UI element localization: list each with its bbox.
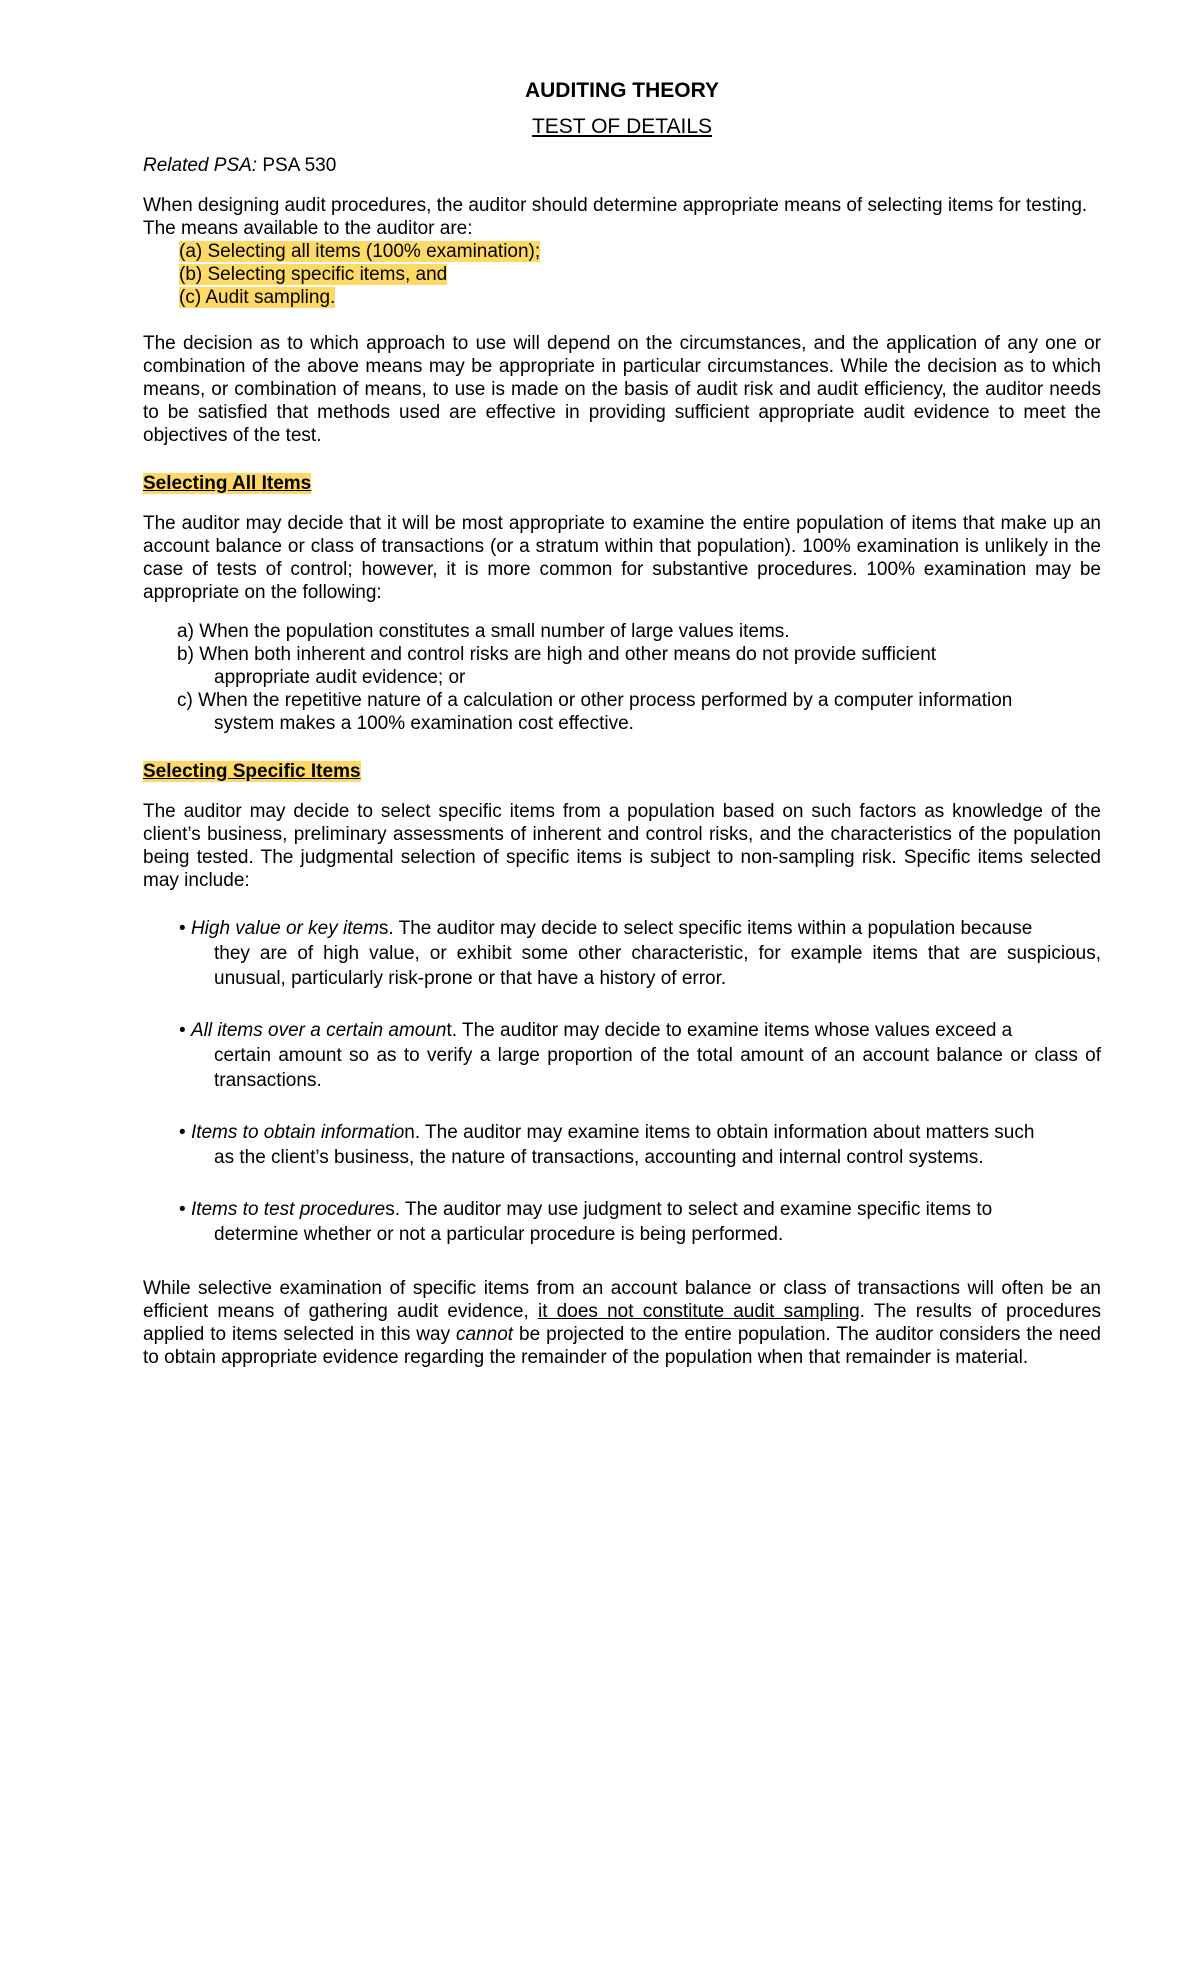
bullet-italic: Items to obtain informatio [190,1122,405,1143]
closing-underlined: it does not constitute audit sampling [537,1301,860,1322]
section-heading-text: Selecting All Items [143,473,312,494]
bullet-suffix: s. The auditor may use judgment to select and examine specific items to [385,1199,993,1220]
list-item [143,689,1101,712]
bullet-rest: they are of high value, or exhibit some other characteristic, for example items that are suspicious, unusual, particularly risk-prone or that have a history of error. [214,943,1101,989]
list-item-text: When the repetitive nature of a calculation or other process performed by a computer information [198,690,1013,711]
bullet-suffix: t. The auditor may decide to examine items whose values exceed a [446,1020,1013,1041]
related-psa [143,154,1101,177]
list-item-continuation: system makes a 100% examination cost effective. [214,713,634,734]
intro-paragraph: When designing audit procedures, the auditor should determine appropriate means of selecting items for testing. The means available to the auditor are: [143,195,1088,239]
related-psa-value: PSA 530 [257,155,337,176]
means-list [143,240,1101,309]
means-item-text: (a) Selecting all items (100% examination); [179,241,541,262]
section-heading-text: Selecting Specific Items [143,761,361,782]
bullet-rest: as the client’s business, the nature of transactions, accounting and internal control systems. [214,1147,984,1168]
closing-italic: cannot [456,1324,514,1345]
closing-text: While selective examination of specific items from an account balance or class of transactions will often be an efficient means of gathering audit evidence, [143,1278,1101,1322]
bullet-marker: • [179,1020,186,1041]
bullet-first-line [143,1120,1101,1145]
bullet-rest: determine whether or not a particular procedure is being performed. [214,1224,784,1245]
bullet-item [143,1197,1101,1247]
section-heading-selecting-specific [143,760,1101,783]
means-item-text: (b) Selecting specific items, and [179,264,448,285]
bullet-item [143,1018,1101,1093]
closing-text: . The results of procedures applied to items selected in this way [143,1301,1102,1345]
means-item [179,263,1101,286]
bullet-item [143,916,1101,991]
list-item-continuation: appropriate audit evidence; or [214,667,466,688]
bullet-first-line [143,1197,1101,1222]
list-item-label: a) [177,621,194,642]
means-item-text: (c) Audit sampling. [179,287,336,308]
document-content [143,78,1101,1369]
bullet-suffix: s. The auditor may decide to select specific items within a population because [378,918,1033,939]
section-heading-selecting-all [143,472,1101,495]
bullet-first-line [143,916,1101,941]
means-item [179,240,1101,263]
document-title: AUDITING THEORY [524,79,720,102]
closing-paragraph [143,1277,1101,1369]
bullet-suffix: n. The auditor may examine items to obtain information about matters such [404,1122,1035,1143]
list-item-label: b) [177,644,194,665]
bullet-first-line [143,1018,1101,1043]
means-item [179,286,1101,309]
list-item-text: When both inherent and control risks are high and other means do not provide sufficient [199,644,937,665]
list-item-label: c) [177,690,193,711]
list-item [143,620,1101,643]
bullet-italic: High value or key item [190,918,379,939]
list-item [143,643,1101,666]
bullet-italic: All items over a certain amoun [190,1020,447,1041]
decision-paragraph: The decision as to which approach to use will depend on the circumstances, and the application of any one or combination of the above means may be appropriate in particular circumstances. While the decision as to which means, or combination of means, to use is made on the basis of audit risk and audit efficiency, the auditor needs to be satisfied that methods used are effective in providing sufficient appropriate audit evidence to meet the objectives of the test. [143,333,1101,446]
bullet-italic: Items to test procedure [190,1199,386,1220]
bullet-rest: certain amount so as to verify a large proportion of the total amount of an account balance or class of transactions. [214,1045,1101,1091]
selecting-all-paragraph: The auditor may decide that it will be most appropriate to examine the entire population of items that make up an account balance or class of transactions (or a stratum within that population). 100% examination is unlikely in the case of tests of control; however, it is more common for substantive procedures. 100% examination may be appropriate on the following: [143,513,1101,603]
bullet-marker: • [179,918,186,939]
list-item-text: When the population constitutes a small number of large values items. [199,621,790,642]
selecting-all-list [143,620,1101,735]
document-subtitle: TEST OF DETAILS [531,115,713,138]
bullet-marker: • [179,1199,186,1220]
selecting-specific-paragraph: The auditor may decide to select specific items from a population based on such factors as knowledge of the client’s business, preliminary assessments of inherent and control risks, and the characteristics of the population being tested. The judgmental selection of specific items is subject to non-sampling risk. Specific items selected may include: [143,801,1101,891]
bullet-item [143,1120,1101,1170]
bullet-marker: • [179,1122,186,1143]
related-psa-label: Related PSA: [143,155,258,176]
closing-text: be projected to the entire population. The auditor considers the need to obtain appropriate evidence regarding the remainder of the population when that remainder is material. [143,1324,1101,1368]
